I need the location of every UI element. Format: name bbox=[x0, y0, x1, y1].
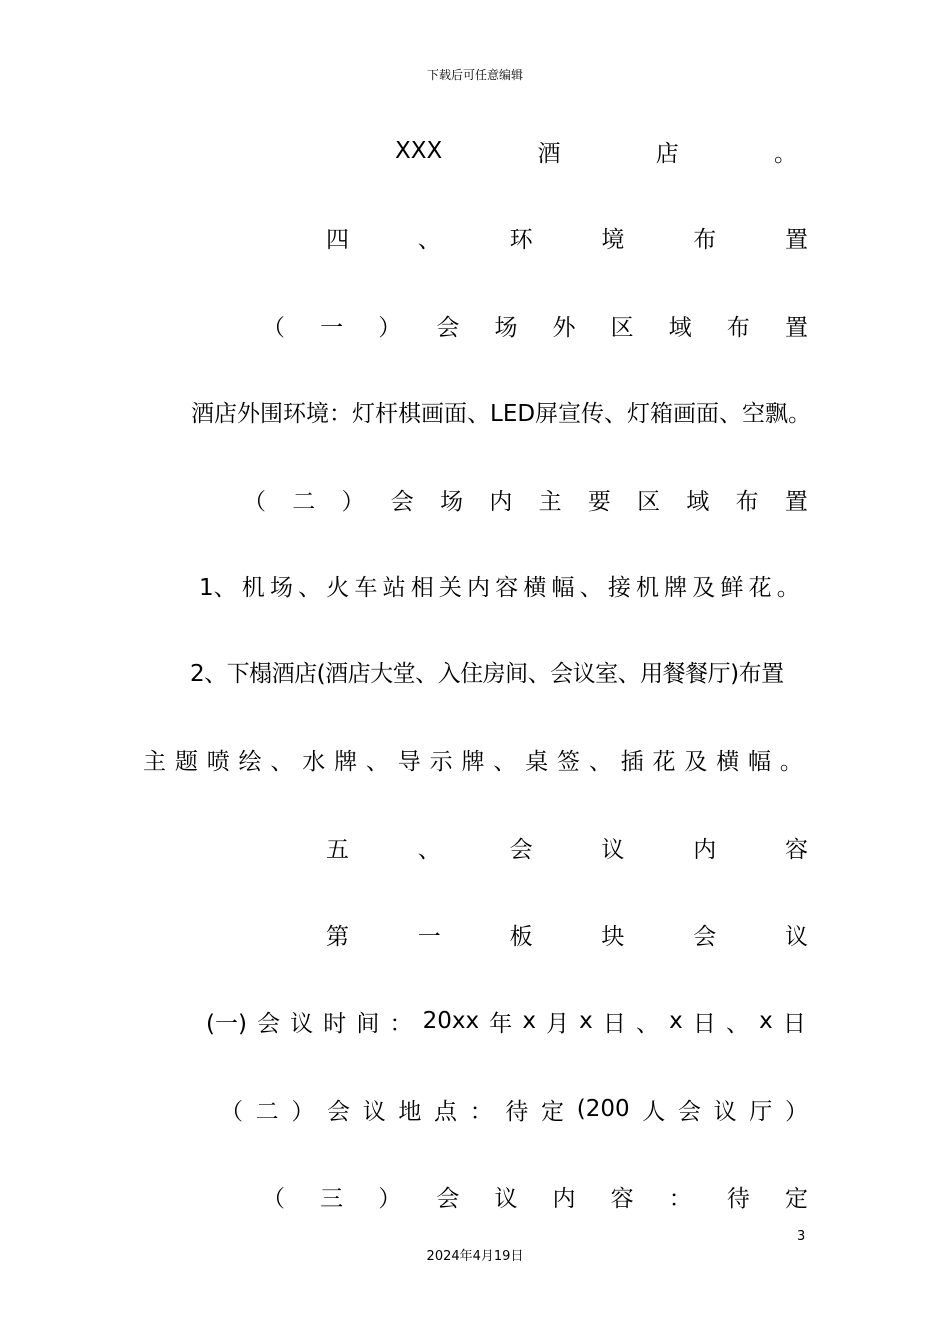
text-token: XXX bbox=[395, 138, 443, 164]
text-token: 会 bbox=[509, 836, 533, 863]
subheading-outside-area bbox=[262, 308, 808, 342]
text-token: 火 bbox=[326, 574, 350, 601]
text-token: x bbox=[579, 1008, 593, 1034]
text-token: ： bbox=[389, 1010, 413, 1037]
text-token: 人 bbox=[642, 1098, 666, 1125]
text-token: 月 bbox=[546, 1010, 570, 1037]
text-token: 接 bbox=[607, 574, 631, 601]
text-token: 置 bbox=[784, 226, 808, 253]
text-token: 车 bbox=[354, 574, 378, 601]
text-token: 花 bbox=[748, 574, 772, 601]
text-token: 一 bbox=[417, 923, 441, 950]
text-token: 幅 bbox=[551, 574, 575, 601]
text-token: 鲜 bbox=[720, 574, 744, 601]
text-token: 域 bbox=[686, 488, 710, 515]
text-decor-items bbox=[143, 742, 803, 776]
text-token: 容 bbox=[495, 574, 519, 601]
text-meeting-place bbox=[220, 1092, 808, 1126]
text-token: 会 bbox=[257, 1010, 281, 1037]
text-token: 关 bbox=[438, 574, 462, 601]
text-token: 会 bbox=[327, 1098, 351, 1125]
text-token: 主 bbox=[143, 748, 166, 775]
text-token: 水 bbox=[302, 748, 326, 775]
text-token: 要 bbox=[587, 488, 611, 515]
text-token: (200 bbox=[576, 1096, 630, 1122]
text-token: 。 bbox=[773, 140, 797, 167]
text-token: 内 bbox=[552, 1185, 576, 1212]
text-token: （ bbox=[262, 1185, 285, 1212]
text-token: 点 bbox=[434, 1098, 458, 1125]
text-token: 场 bbox=[269, 574, 293, 601]
text-token: 三 bbox=[320, 1185, 344, 1212]
text-token: 。 bbox=[776, 574, 800, 601]
text-token: ： bbox=[668, 1185, 692, 1212]
text-token: 店 bbox=[655, 140, 679, 167]
text-token: 会 bbox=[390, 488, 414, 515]
text-token: 外 bbox=[552, 314, 576, 341]
text-token: 幅 bbox=[748, 748, 772, 775]
footer-date: 2024年4月19日 bbox=[426, 1249, 524, 1264]
text-token: 五 bbox=[326, 836, 349, 863]
text-token: x bbox=[669, 1008, 683, 1034]
text-token: ： bbox=[469, 1098, 493, 1125]
text-token: 内 bbox=[693, 836, 717, 863]
text-token: 地 bbox=[398, 1098, 422, 1125]
text-token: 酒 bbox=[537, 140, 561, 167]
text-token: 一 bbox=[320, 314, 344, 341]
item-airport-station bbox=[199, 568, 800, 602]
text-token: 题 bbox=[174, 748, 198, 775]
text-token: 议 bbox=[784, 923, 808, 950]
text-token: 日 bbox=[602, 1010, 626, 1037]
text-token: 会 bbox=[436, 1185, 460, 1212]
text-token: 域 bbox=[668, 314, 692, 341]
text-token: （ bbox=[243, 488, 266, 515]
text-token: 议 bbox=[362, 1098, 386, 1125]
text-token: x bbox=[522, 1008, 536, 1034]
text-token: 议 bbox=[601, 836, 625, 863]
text-token: 、 bbox=[417, 226, 441, 253]
text-token: 时 bbox=[323, 1010, 347, 1037]
text-token: 布 bbox=[693, 226, 717, 253]
text-token: 四 bbox=[326, 226, 349, 253]
text-token: 牌 bbox=[664, 574, 688, 601]
text-token: 主 bbox=[538, 488, 562, 515]
text-token: 议 bbox=[494, 1185, 518, 1212]
text-token: 内 bbox=[489, 488, 513, 515]
page-number: 3 bbox=[797, 1229, 806, 1244]
text-token: 置 bbox=[784, 488, 808, 515]
text-token: 场 bbox=[494, 314, 518, 341]
text-token: 及 bbox=[692, 574, 716, 601]
item-hotel-layout: 2、下榻酒店(酒店大堂、入住房间、会议室、用餐餐厅)布置 bbox=[190, 661, 784, 687]
text-token: 导 bbox=[397, 748, 421, 775]
text-token: 区 bbox=[610, 314, 634, 341]
text-token: 日 bbox=[782, 1010, 806, 1037]
text-token: 场 bbox=[440, 488, 464, 515]
subheading-first-session bbox=[326, 917, 808, 951]
text-token: 、 bbox=[636, 1010, 660, 1037]
subheading-inside-area bbox=[243, 482, 808, 516]
text-token: 二 bbox=[292, 488, 316, 515]
text-token: （ bbox=[262, 314, 285, 341]
text-token: 、 bbox=[493, 748, 517, 775]
text-token: 间 bbox=[356, 1010, 380, 1037]
text-token: ） bbox=[784, 1098, 808, 1125]
line-hotel-name bbox=[395, 134, 797, 168]
text-token: 板 bbox=[509, 923, 533, 950]
text-token: 容 bbox=[784, 836, 808, 863]
text-token: 布 bbox=[726, 314, 750, 341]
text-token: 横 bbox=[523, 574, 547, 601]
text-token: 布 bbox=[735, 488, 759, 515]
text-token: 定 bbox=[541, 1098, 565, 1125]
text-token: 环 bbox=[509, 226, 533, 253]
text-token: 、 bbox=[725, 1010, 749, 1037]
text-token: 、 bbox=[588, 748, 612, 775]
text-token: ） bbox=[341, 488, 365, 515]
text-token: ） bbox=[291, 1098, 315, 1125]
text-meeting-content bbox=[262, 1179, 808, 1213]
text-token: 机 bbox=[241, 574, 265, 601]
text-meeting-time bbox=[206, 1004, 806, 1038]
text-token: 示 bbox=[429, 748, 453, 775]
text-token: 会 bbox=[436, 314, 460, 341]
page-header: 下载后可任意编辑 bbox=[426, 68, 523, 82]
text-token: 牌 bbox=[461, 748, 485, 775]
text-token: 待 bbox=[505, 1098, 529, 1125]
text-token: 二 bbox=[255, 1098, 279, 1125]
text-token: 容 bbox=[610, 1185, 634, 1212]
text-token: 20xx bbox=[422, 1008, 480, 1034]
text-token: ） bbox=[378, 1185, 402, 1212]
text-token: 插 bbox=[620, 748, 644, 775]
text-token: 厅 bbox=[749, 1098, 773, 1125]
text-token: 日 bbox=[692, 1010, 716, 1037]
text-token: 、 bbox=[417, 836, 441, 863]
text-token: 第 bbox=[326, 923, 349, 950]
text-token: 议 bbox=[290, 1010, 314, 1037]
text-token: 议 bbox=[713, 1098, 737, 1125]
text-token: 、 bbox=[579, 574, 603, 601]
text-token: 及 bbox=[684, 748, 708, 775]
text-token: 桌 bbox=[525, 748, 549, 775]
text-token: 、 bbox=[365, 748, 389, 775]
text-token: 绘 bbox=[238, 748, 262, 775]
text-token: 喷 bbox=[206, 748, 230, 775]
text-token: 内 bbox=[467, 574, 491, 601]
text-token: 块 bbox=[601, 923, 625, 950]
text-token: 会 bbox=[693, 923, 717, 950]
text-token: 、 bbox=[298, 574, 322, 601]
heading-meeting-content bbox=[326, 830, 808, 864]
text-token: (一) bbox=[206, 1010, 247, 1037]
text-token: 境 bbox=[601, 226, 625, 253]
text-token: 牌 bbox=[334, 748, 358, 775]
text-token: 。 bbox=[779, 748, 803, 775]
text-token: 区 bbox=[637, 488, 661, 515]
text-token: 站 bbox=[382, 574, 406, 601]
text-token: 1、 bbox=[199, 574, 237, 601]
text-outer-environment: 酒店外围环境：灯杆棋画面、LED屏宣传、灯箱画面、空飘。 bbox=[191, 401, 812, 427]
text-token: 横 bbox=[716, 748, 740, 775]
text-token: 相 bbox=[410, 574, 434, 601]
text-token: （ bbox=[220, 1098, 243, 1125]
text-token: 花 bbox=[652, 748, 676, 775]
text-token: 、 bbox=[270, 748, 294, 775]
text-token: x bbox=[759, 1008, 773, 1034]
text-token: 签 bbox=[556, 748, 580, 775]
text-token: 待 bbox=[726, 1185, 750, 1212]
text-token: 年 bbox=[489, 1010, 513, 1037]
heading-environment-layout bbox=[326, 220, 808, 254]
text-token: 定 bbox=[784, 1185, 808, 1212]
text-token: 置 bbox=[784, 314, 808, 341]
text-token: 会 bbox=[677, 1098, 701, 1125]
text-token: ） bbox=[378, 314, 402, 341]
text-token: 机 bbox=[635, 574, 659, 601]
